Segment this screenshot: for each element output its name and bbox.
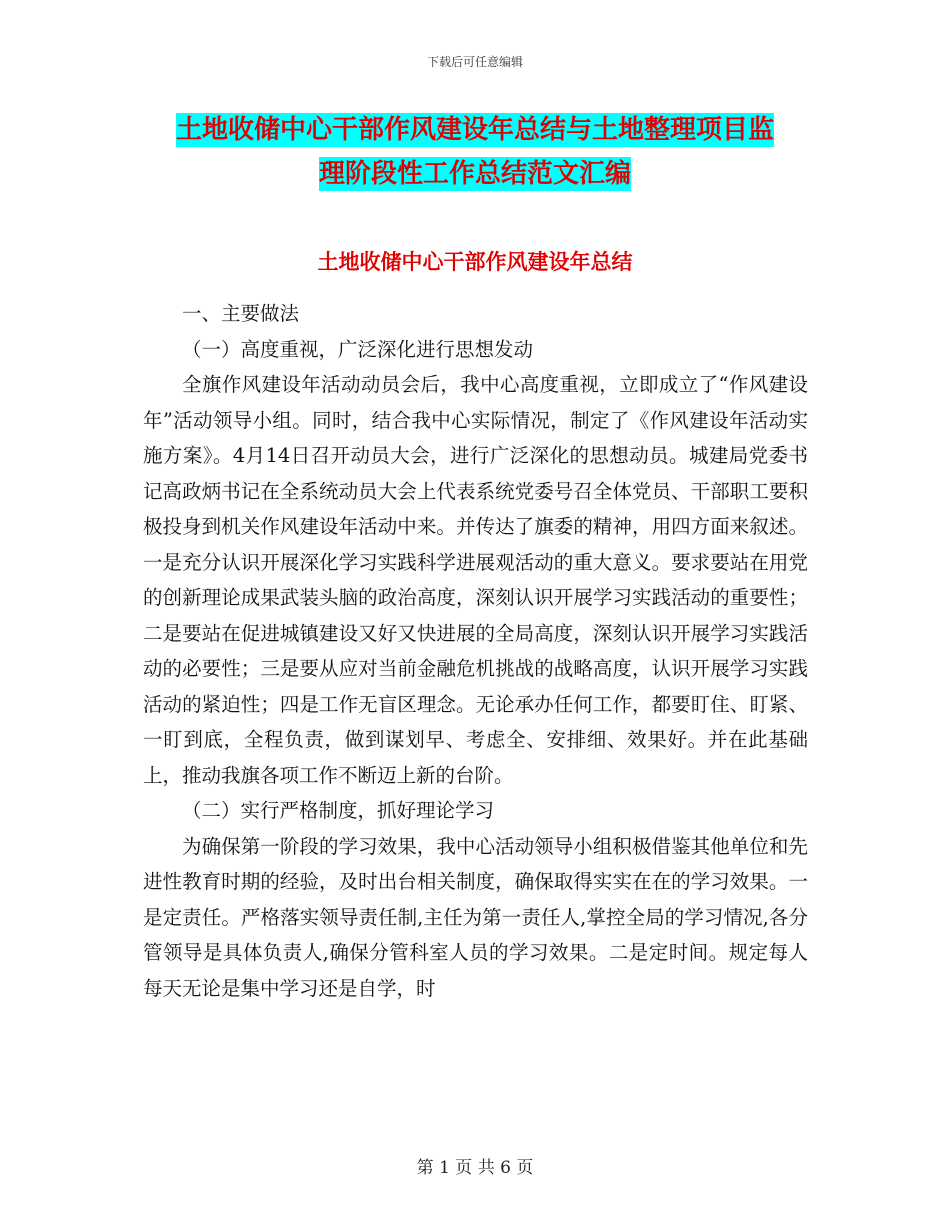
document-body	[143, 296, 808, 1006]
subheading-2: （二）实行严格制度，抓好理论学习	[182, 799, 495, 822]
title-highlight-1: 土地收储中心干部作风建设年总结与土地整理项目监	[175, 115, 774, 145]
document-title-line-1	[0, 108, 950, 152]
document-title-line-2	[0, 152, 950, 196]
title-highlight-2: 理阶段性工作总结范文汇编	[318, 159, 631, 189]
heading-main-practices: 一、主要做法	[182, 302, 300, 325]
body-paragraph-1: 全旗作风建设年活动动员会后，我中心高度重视，立即成立了“作风建设年”活动领导小组。同时，结合我中心实际情况，制定了《作风建设年活动实施方案》。4月14日召开动员大会，进行广泛深化的思想动员。城建局党委书记高政炳书记在全系统动员大会上代表系统党委号召全体党员、干部职工要积极投身到机关作风建设年活动中来。并传达了旗委的精神，用四方面来叙述。一是充分认识开展深化学习实践科学进展观活动的重大意义。要求要站在用党的创新理论成果武装头脑的政治高度，深刻认识开展学习实践活动的重要性；二是要站在促进城镇建设又好又快进展的全局高度，深刻认识开展学习实践活动的必要性；三是要从应对当前金融危机挑战的战略高度，认识开展学习实践活动的紧迫性；四是工作无盲区理念。无论承办任何工作，都要盯住、盯紧、一盯到底，全程负责，做到谋划早、考虑全、安排细、效果好。并在此基础上，推动我旗各项工作不断迈上新的台阶。	[143, 373, 808, 787]
document-title	[0, 108, 950, 196]
body-paragraph-2: 为确保第一阶段的学习效果，我中心活动领导小组积极借鉴其他单位和先进性教育时期的经验，及时出台相关制度，确保取得实实在在的学习效果。一是定责任。严格落实领导责任制,主任为第一责任人,掌控全局的学习情况,各分管领导是具体负责人,确保分管科室人员的学习效果。二是定时间。规定每人每天无论是集中学习还是自学，时	[143, 834, 808, 1000]
section-title: 土地收储中心干部作风建设年总结	[317, 250, 633, 274]
header-note: 下载后可任意编辑	[426, 55, 523, 69]
subheading-1: （一）高度重视，广泛深化进行思想发动	[182, 337, 534, 361]
page-number: 第 1 页 共 6 页	[416, 1158, 534, 1178]
